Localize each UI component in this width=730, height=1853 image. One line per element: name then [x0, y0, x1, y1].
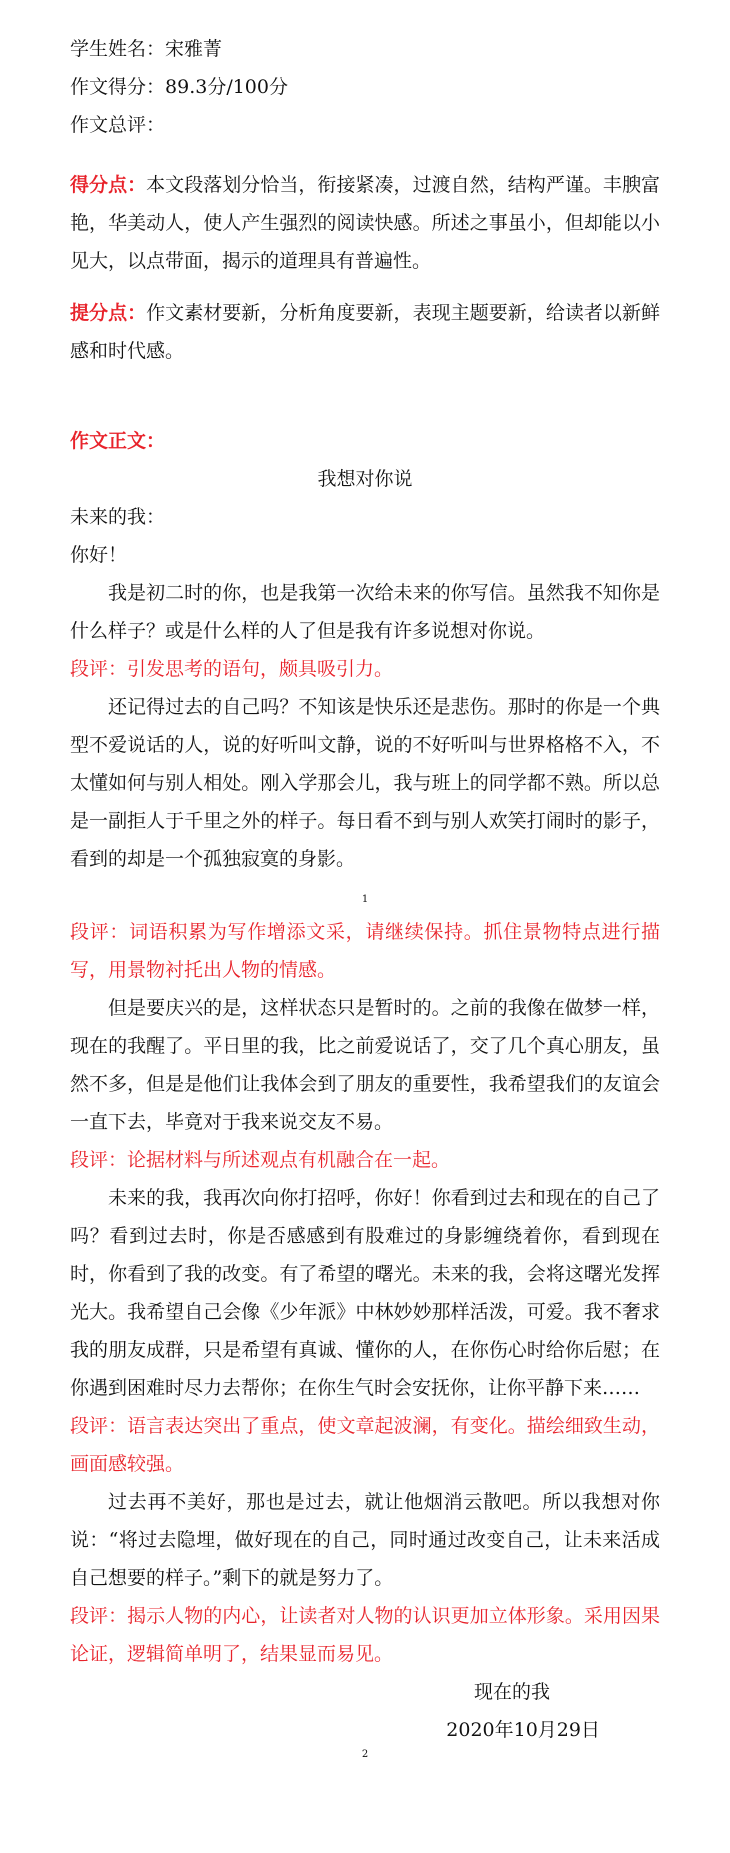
paragraph-comment-label: 段评：: [70, 1149, 128, 1171]
page-number-2: 2: [361, 1749, 369, 1760]
paragraph-comment-3: [70, 1141, 660, 1179]
score-row: [70, 68, 660, 106]
student-name-value: 宋雅菁: [165, 38, 223, 60]
strengths-label: 得分点：: [70, 174, 147, 196]
essay-signature: 现在的我: [473, 1681, 550, 1703]
paragraph-comment-text: 词语积累为写作增添文采，请继续保持。抓住景物特点进行描写，用景物衬托出人物的情感。: [70, 921, 660, 981]
paragraph-comment-1: [70, 650, 660, 688]
strengths-paragraph: [70, 166, 660, 280]
strengths-text: 本文段落划分恰当，衔接紧凑，过渡自然，结构严谨。丰腴富艳，华美动人，使人产生强烈的阅读快感。所述之事虽小，但却能以小见大，以点带面，揭示的道理具有普遍性。: [70, 174, 660, 272]
essay-paragraph-5: 过去再不美好，那也是过去，就让他烟消云散吧。所以我想对你说：“将过去隐埋，做好现在的自己，同时通过改变自己，让未来活成自己想要的样子。”剩下的就是努力了。: [70, 1491, 660, 1589]
paragraph-comment-label: 段评：: [70, 658, 128, 680]
essay-paragraph-1: 我是初二时的你，也是我第一次给未来的你写信。虽然我不知你是什么样子？或是什么样的人了但是我有许多说想对你说。: [70, 582, 660, 642]
score-label: 作文得分：: [70, 76, 166, 98]
document-page: [70, 30, 660, 1760]
page-number-1: 1: [361, 894, 369, 905]
paragraph-comment-text: 引发思考的语句，颇具吸引力。: [127, 658, 394, 680]
essay-greeting: 你好！: [70, 544, 128, 566]
paragraph-comment-label: 段评：: [70, 921, 130, 943]
essay-paragraph-4: 未来的我，我再次向你打招呼，你好！你看到过去和现在的自己了吗？看到过去时，你是否感感到有股难过的身影缠绕着你，看到现在时，你看到了我的改变。有了希望的曙光。未来的我，会将这曙光发挥光大。我希望自己会像《少年派》中林妙妙那样活泼，可爱。我不奢求我的朋友成群，只是希望有真诚、懂你的人，在你伤心时给你后慰；在你遇到困难时尽力去帮你；在你生气时会安抚你，让你平静下来……: [70, 1187, 660, 1399]
essay-title: 我想对你说: [317, 468, 413, 490]
essay-salutation: 未来的我：: [70, 506, 166, 528]
improve-label: 提分点：: [70, 302, 147, 324]
essay-paragraph-2: 还记得过去的自己吗？不知该是快乐还是悲伤。那时的你是一个典型不爱说话的人，说的好听叫文静，说的不好听叫与世界格格不入，不太懂如何与别人相处。刚入学那会儿，我与班上的同学都不熟。所以总是一副拒人于千里之外的样子。每日看不到与别人欢笑打闹时的影子，看到的却是一个孤独寂寞的身影。: [70, 696, 660, 870]
essay-paragraph-3: 但是要庆兴的是，这样状态只是暂时的。之前的我像在做梦一样，现在的我醒了。平日里的我，比之前爱说话了，交了几个真心朋友，虽然不多，但是是他们让我体会到了朋友的重要性，我希望我们的友谊会一直下去，毕竟对于我来说交友不易。: [70, 997, 660, 1133]
improve-text: 作文素材要新，分析角度要新，表现主题要新，给读者以新鲜感和时代感。: [70, 302, 660, 362]
essay-date: 2020年10月29日: [446, 1719, 600, 1741]
paragraph-comment-text: 语言表达突出了重点，使文章起波澜，有变化。描绘细致生动，画面感较强。: [70, 1415, 660, 1475]
improve-paragraph: [70, 294, 660, 370]
paragraph-comment-4: [70, 1407, 660, 1483]
student-name-row: [70, 30, 660, 68]
paragraph-comment-text: 揭示人物的内心，让读者对人物的认识更加立体形象。采用因果论证，逻辑简单明了，结果显而易见。: [70, 1605, 660, 1665]
overall-comment-label: 作文总评：: [70, 114, 166, 136]
paragraph-comment-label: 段评：: [70, 1415, 128, 1437]
paragraph-comment-text: 论据材料与所述观点有机融合在一起。: [127, 1149, 451, 1171]
score-value: 89.3分/100分: [165, 76, 288, 98]
paragraph-comment-5: [70, 1597, 660, 1673]
paragraph-comment-label: 段评：: [70, 1605, 128, 1627]
paragraph-comment-2: [70, 913, 660, 989]
essay-section-label: 作文正文：: [70, 430, 166, 452]
student-name-label: 学生姓名：: [70, 38, 166, 60]
